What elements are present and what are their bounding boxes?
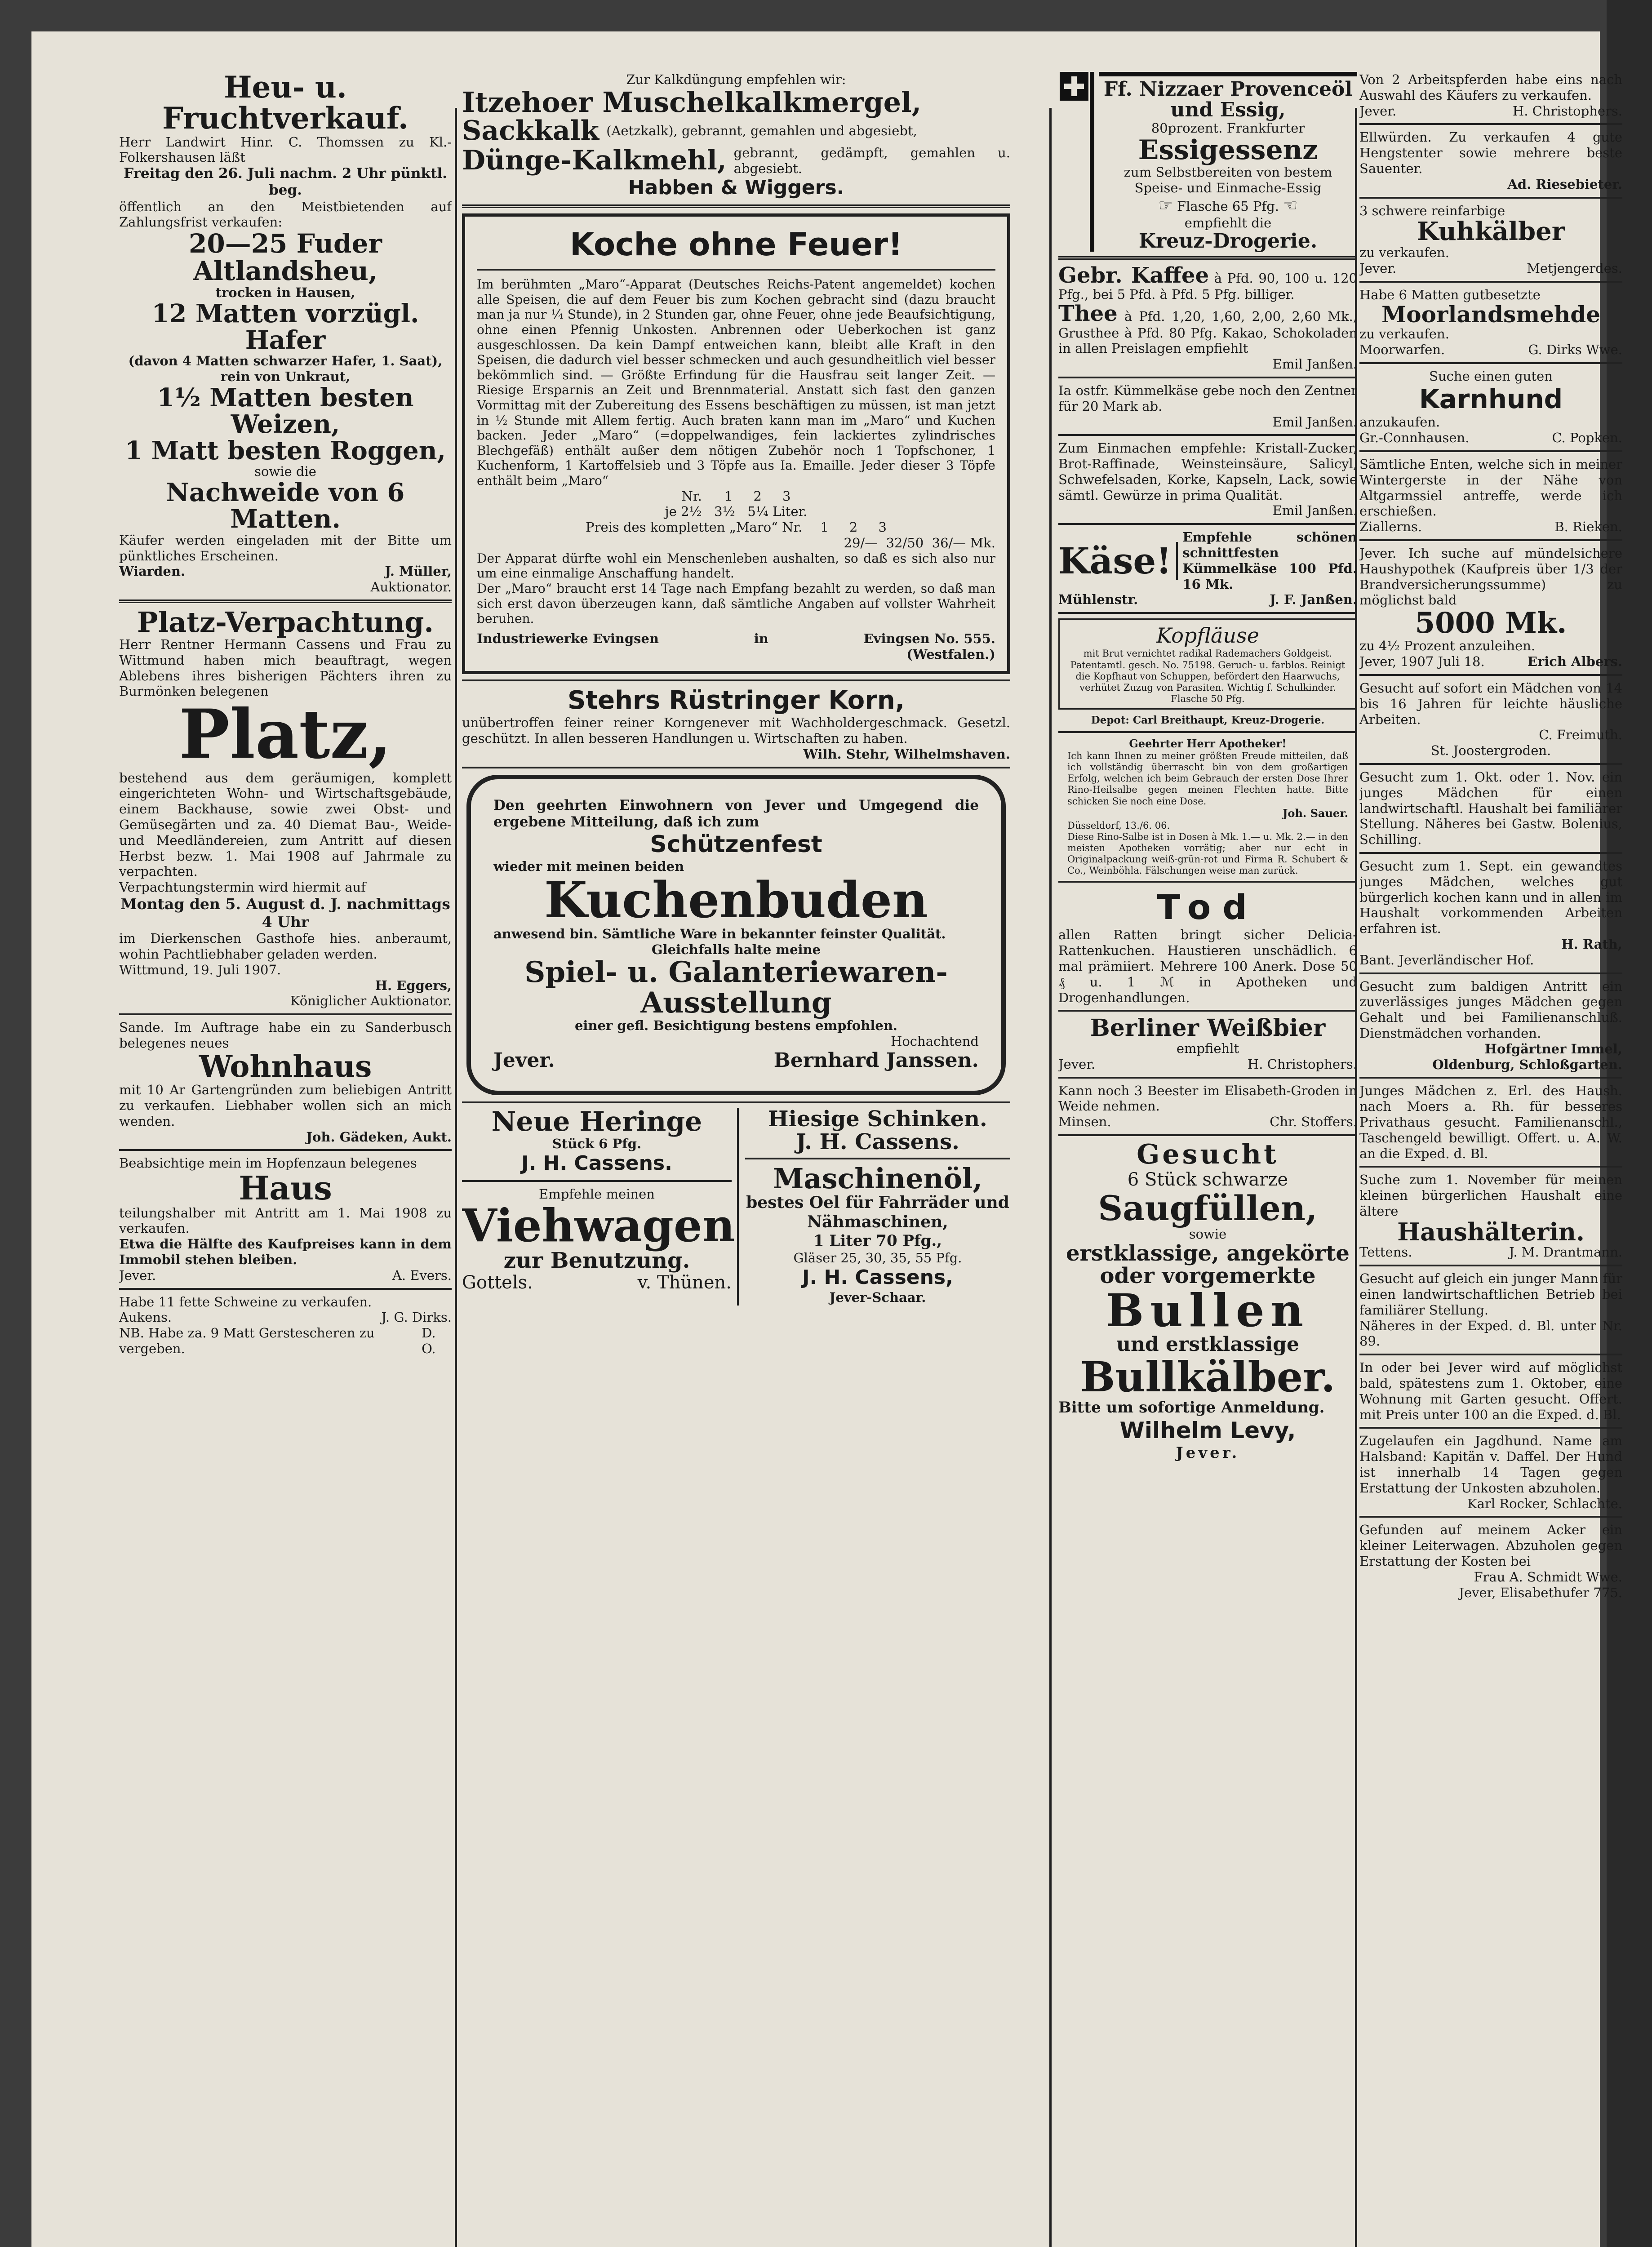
ad-signer: Metjengerdes. [1527,260,1622,276]
ad-signer: Chr. Stoffers. [1270,1114,1357,1130]
ad-text: Jever. Ich suche auf mündelsichere Haushypothek (Kaufpreis über 1/3 der Brandversicherungssumme) zu möglichst bald [1359,546,1622,608]
ad-item: 12 Matten vorzügl. Hafer [151,298,419,355]
ad-big-word: Platz, [179,695,392,774]
ad-signer: v. Thünen. [637,1272,732,1293]
ad-text: und erstklassige [1116,1333,1300,1356]
ad-signer: Bernhard Janssen. [773,1049,979,1072]
divider [462,767,1010,768]
pointing-hand-icon: ☜ [1283,196,1298,215]
ad-price: Flasche 65 Pfg. [1177,198,1279,214]
ad-text: Den geehrten Einwohnern von Jever und Umgegend die ergebene Mitteilung, daß ich zum [493,797,979,830]
ad-big-word: Ausstellung [640,986,832,1020]
ad-kuhkaelber [1359,203,1622,276]
ads-bottom-row [462,1108,1010,1305]
ads-right [739,1108,1010,1305]
ad-text: Verpachtungstermin wird hiermit auf [119,879,366,895]
ad-text: Preis des kompletten „Maro“ Nr. [586,520,803,535]
ad-kaffee [1058,264,1357,372]
ad-date: Freitag den 26. Juli nachm. 2 Uhr pünktl. beg. [124,165,447,199]
ad-text: empfiehlt die [1184,215,1272,231]
ads-left [462,1108,739,1305]
divider [1359,450,1622,452]
ad-place: Bant. Jeverländischer Hof. [1359,952,1534,968]
ad-text: öffentlich an den Meistbietenden auf Zahlungsfrist verkaufen: [119,199,452,230]
ad-place: Minsen. [1058,1114,1111,1130]
column-2 [462,72,1010,2247]
divider [745,1158,1010,1159]
ad-text: Habe 11 fette Schweine zu verkaufen. [119,1294,372,1310]
ad-text: Gesucht zum 1. Okt. oder 1. Nov. ein junges Mädchen für einen landwirtschaftl. Haushalt bei familiärer Stellung. Näheres bei Gastw. Bolenius, Schilling. [1359,769,1622,848]
divider [1359,763,1622,765]
ad-text: Junges Mädchen z. Erl. des Haush. nach Moers a. Rh. für besseres Privathaus gesucht. Familienanschl., Taschengeld bewilligt. Offert. u. A. W. an die Exped. d. Bl. [1359,1083,1622,1161]
ad-text: Gefunden auf meinem Acker ein kleiner Leiterwagen. Abzuholen gegen Erstattung der Kosten bei [1359,1522,1622,1569]
ad-signer: Emil Janßen. [1272,356,1357,372]
ad-signer: J. G. Dirks. [381,1310,452,1325]
ad-big-word: Bullen [1106,1284,1310,1337]
ad-place: Moorwarfen. [1359,342,1445,357]
ad-big-word: Käse! [1058,542,1178,580]
divider [1359,1166,1622,1168]
ad-place: Jever, Elisabethufer 775. [1459,1585,1622,1600]
ad-text: 1 2 3 [820,520,887,535]
ad-label: Thee [1058,301,1118,327]
divider [1058,434,1357,436]
ad-signer: Emil Janßen. [1272,503,1357,519]
ad-headline: Platz-Verpachtung. [137,605,434,639]
ad-prices: 29/— 32/50 36/— Mk. [844,535,995,551]
ad-text: in [754,631,768,646]
ad-signer-role: Königlicher Auktionator. [290,993,452,1009]
ad-weissbier [1058,1016,1357,1072]
ad-price: 1 Liter 70 Pfg., [813,1232,942,1250]
ad-text: Der „Maro“ braucht erst 14 Tage nach Empfang bezahlt zu werden, so daß man sich erst davon überzeugen kann, daß sämtliche Angaben auf vollster Wahrheit beruhen. [477,581,995,626]
ad-text: Zum Einmachen empfehle: Kristall-Zucker, Brot-Raffinade, Weinsteinsäure, Salicyl, Schwefelsaden, Korke, Kapseln, Lack, sowie sämtl. Gewürze in prima Qualität. [1058,440,1357,503]
ad-text: Herr Rentner Hermann Cassens und Frau zu Wittmund haben mich beauftragt, wegen Ablebens ihres bisherigen Pächters ihren zu Burmönken belegenen [119,636,452,699]
ad-signer: B. Rieken. [1554,519,1622,535]
ad-kuemmel [1058,383,1357,430]
ad-kalk [462,72,1010,200]
ad-big-word: Tod [1157,887,1259,928]
divider [1359,674,1622,676]
ad-firm: J. H. Cassens, [802,1266,953,1289]
ad-headline: Kopfläuse [1156,623,1259,648]
ad-text: Kann noch 3 Beester im Elisabeth-Groden in Weide nehmen. [1058,1083,1357,1114]
divider [1359,1427,1622,1429]
ad-maedchen-3 [1359,858,1622,968]
divider [1359,852,1622,854]
ad-big-word: Haushälterin. [1397,1217,1585,1246]
ad-big-word: 5000 Mk. [1415,606,1567,640]
ad-text: 6 Stück schwarze [1127,1169,1288,1190]
ad-leiterwagen [1359,1522,1622,1600]
ad-text: Gesucht zum baldigen Antritt ein zuverlässiges junges Mädchen gegen Gehalt und bei Familienanschluß. Dienstmädchen vorhanden. [1359,978,1622,1041]
ad-text: 80prozent. Frankfurter [1151,120,1305,136]
ad-firm: Wilhelm Levy, [1119,1417,1296,1443]
ad-firm: Habben & Wiggers. [628,176,844,200]
ad-kaese [1058,529,1357,608]
divider [1058,731,1357,733]
ad-tod [1058,887,1357,1005]
ad-headline: Ff. Nizzaer Provenceöl und Essig, [1103,78,1353,122]
ad-text: In oder bei Jever wird auf möglichst bald, spätestens zum 1. Oktober, eine Wohnung mit Garten gesucht. Offert. mit Preis unter 100 an die Exped. d. Bl. [1359,1360,1622,1422]
ad-place: Jever. [119,1267,156,1283]
ad-text: anzukaufen. [1359,414,1440,430]
divider [119,1288,452,1290]
ad-item: 20—25 Fuder Altlandsheu, [189,228,382,287]
ad-text: Gleichfalls halte meine [651,941,821,957]
ad-big-word: Maschinenöl, [773,1162,983,1195]
divider [1359,362,1622,364]
ad-text: je 2½ 3½ 5¼ Liter. [665,504,808,520]
column-rule [1049,108,1052,2247]
ad-text: teilungshalber mit Antritt am 1. Mai 1908 zu verkaufen. [119,1205,452,1236]
ad-big-word: Karnhund [1419,384,1563,415]
ad-big-word: Kuchenbuden [544,871,928,929]
ad-signer: H. Christophers. [1247,1056,1357,1072]
ad-text: anwesend bin. Sämtliche Ware in bekannter feinster Qualität. [493,926,946,941]
ad-text: Zur Kalkdüngung empfehlen wir: [626,72,846,87]
ad-text: bestehend aus dem geräumigen, komplett eingerichteten Wohn- und Wirtschaftsgebäude, einem Backhause, sowie zwei Obst- und Gemüsegärten und za. 40 Diemat Bau-, Weide- und Meedländereien, zum Antritt auf diesen Herbst bezw. 1. Mai 1908 auf Jahrmale zu verpachten. [119,770,452,879]
ad-schweine [119,1294,452,1357]
ad-text: Empfehle schönen schnittfesten Kümmelkäse 100 Pfd. 16 Mk. [1182,529,1357,592]
ad-text: empfiehlt [1176,1041,1239,1057]
divider [1058,1077,1357,1079]
divider [1058,881,1357,883]
ad-junger-mann [1359,1271,1622,1349]
ad-platz-verpachtung [119,605,452,1009]
ad-text: Diese Rino-Salbe ist in Dosen à Mk. 1.— u. Mk. 2.— in den meisten Apotheken vorrätig; aber nur echt in Originalpackung weiß-grün-rot und Firma R. Schubert & Co., Weinböhla. Fälschungen weise man zurück. [1067,831,1348,876]
ad-signer: H. Rath, [1561,936,1622,952]
ad-einmachen [1058,440,1357,519]
ad-text: Näheres in der Exped. d. Bl. unter Nr. 89. [1359,1318,1622,1349]
ad-signer: G. Dirks Wwe. [1528,342,1622,357]
ad-place: Jever-Schaar. [829,1289,926,1305]
column-1 [119,72,452,2247]
ad-text: Im berühmten „Maro“-Apparat (Deutsches Reichs-Patent angemeldet) kochen alle Speisen, die auf dem Feuer bis zum Kochen gebracht sind (dazu braucht man ja nur ¼ Stunde), in 2 Stunden gar, ohne Feuer, ohne jede Beaufsichtigung, ohne einen Pfennig Unkosten. Anbrennen oder Ueberkochen ist ganz ausgeschlossen. Da kein Dampf entweichen kann, bleibt alle Kraft in den Speisen, die dadurch viel besser schmecken und auch gesundheitlich viel besser bekömmlich sind. — Größte Erfindung für die Hausfrau seit langer Zeit. — Riesige Ersparnis an Zeit und Brennmaterial. Anstatt sich fast den ganzen Vormittag mit der Zubereitung des Essens beschäftigen zu müssen, ist man jetzt in ½ Stunde mit Allem fertig. Auch braten kann man im „Maro“ und Kuchen backen. Jeder „Maro“ (=doppelwandiges, fein lackiertes zylindrisches Blechgefäß) enthält außer dem nötigen Zubehör noch 1 Topfschoner, 1 Kuchenform, 1 Kartoffelsieb und 3 Töpfe aus Ia. Emaille. Jeder dieser 3 Töpfe enthält beim „Maro“ [477,277,995,488]
ad-text: Stück 6 Pfg. [552,1136,642,1152]
ad-big-word: Moorlandsmehde [1381,301,1601,328]
ad-text: zum Selbstbereiten von bestem Speise- und Einmache-Essig [1124,164,1332,195]
pointing-hand-icon: ☞ [1158,196,1173,215]
divider [1058,1134,1357,1136]
divider [462,204,1010,208]
ad-maedchen-5 [1359,1083,1622,1161]
ad-karnhund [1359,369,1622,446]
ad-signer: J. M. Drantmann. [1509,1244,1622,1260]
ad-text: zu verkaufen. [1359,245,1449,261]
ad-signer: Wilh. Stehr, Wilhelmshaven. [803,746,1010,762]
ad-text: à Pfd. 1,20, 1,60, 2,00, 2,60 Mk., Grusthee à Pfd. 80 Pfg. Kakao, Schokoladen in allen Preislagen empfiehlt [1058,309,1357,356]
ad-signer: H. Christophers. [1512,103,1622,119]
ad-text: unübertroffen feiner reiner Korngenever mit Wachholdergeschmack. Gesetzl. geschützt. In allen besseren Handlungen u. Wirtschaften zu haben. [462,715,1010,746]
divider [1359,197,1622,199]
ad-headline: Koche ohne Feuer! [477,226,995,271]
ad-place: Mühlenstr. [1058,592,1138,608]
ad-gesucht-bullen [1058,1141,1357,1462]
ad-text: Gläser 25, 30, 35, 55 Pfg. [793,1250,962,1266]
ad-text: Zugelaufen ein Jagdhund. Name am Halsband: Kapitän v. Daffel. Der Hund ist innerhalb 14 Tagen gegen Erstattung der Unkosten abzuholen. [1359,1433,1622,1496]
ad-big-word: Essigessenz [1138,134,1318,166]
ad-big-word: Neue Heringe [491,1106,702,1138]
divider [1058,256,1357,260]
ad-place: Ziallerns. [1359,519,1422,535]
ad-headline: Geehrter Herr Apotheker! [1129,737,1287,750]
ad-kuchenbuden [466,775,1006,1095]
divider [1058,377,1357,378]
ad-text: trocken in Hausen, [215,284,355,300]
ad-place: Aukens. [119,1310,172,1325]
ad-text [1099,196,1357,215]
ad-dateline: Düsseldorf, 13./6. 06. [1067,820,1170,831]
ad-dateline: Wittmund, 19. Juli 1907. [119,962,281,977]
divider [1359,1354,1622,1355]
ad-maedchen-4 [1359,979,1622,1073]
ad-big-word: Wohnhaus [199,1048,372,1084]
ad-item: Sackkalk [462,115,600,147]
ad-big-word: Viehwagen [462,1199,735,1252]
ad-headline: Schützenfest [650,831,822,858]
ad-text: NB. Habe za. 9 Matt Gerstescheren zu vergeben. [119,1325,375,1357]
ad-haushaelterin [1359,1172,1622,1260]
ad-signer: C. Popken. [1552,430,1622,446]
ad-signer: Erich Albers. [1527,654,1622,670]
ad-text: zur Benutzung. [503,1248,690,1273]
ad-big-word: Berliner Weißbier [1090,1014,1326,1042]
divider [1359,1265,1622,1266]
ad-text: sowie [1189,1226,1227,1242]
ad-signer: C. Freimuth. [1539,727,1622,743]
ad-text: Ich kann Ihnen zu meiner größten Freude mitteilen, daß ich vollständig überrascht bin von dem großartigen Erfolg, welchen ich beim Gebrauch der ersten Dose Ihrer Rino-Heilsalbe gegen meinen Flechten hatte. Bitte schicken Sie noch eine Dose. [1067,750,1348,807]
ad-text: Sämtliche Enten, welche sich in meiner Wintergerste in der Nähe von Altgarmssiel antreffe, werde ich erschießen. [1359,457,1622,519]
divider [462,679,1010,681]
ad-text: zu verkaufen. [1359,326,1449,342]
ad-text: Bitte um sofortige Anmeldung. [1058,1399,1325,1417]
ad-item: Dünge-Kalkmehl, [462,145,727,177]
divider [1058,523,1357,525]
ad-place: St. Joostergroden. [1430,743,1551,759]
ad-text: erstklassige, angekörte oder vorgemerkte [1066,1240,1350,1288]
ad-place: Gr.-Connhausen. [1359,430,1470,446]
divider [1359,1516,1622,1518]
ad-signer: Joh. Sauer. [1283,806,1348,820]
ad-big-word: Saugfüllen, [1098,1188,1318,1229]
ad-text: Sande. Im Auftrage habe ein zu Sanderbusch belegenes neues [119,1020,452,1051]
ad-wohnhaus [119,1020,452,1145]
ad-signer: J. Müller, [385,564,452,579]
ad-wohnung [1359,1360,1622,1422]
ad-text: gebrannt, gedämpft, gemahlen u. abgesiebt. [733,145,1010,176]
ad-text: (Aetzkalk), gebrannt, gemahlen und abgesiebt, [606,123,917,138]
divider [1359,973,1622,974]
ad-text: Nr. [681,488,702,504]
ad-maro [462,213,1010,674]
cross-icon [1060,72,1088,101]
ad-text: allen Ratten bringt sicher Delicia-Rattenkuchen. Haustieren unschädlich. 6 mal prämiiert. Mehrere 100 Anerk. Dose 50 ₰ u. 1 ℳ in Apotheken und Drogenhandlungen. [1058,927,1357,1005]
ad-signer-role: Auktionator. [370,579,452,595]
ad-text: 3 schwere reinfarbige [1359,203,1505,218]
ad-signer: H. Eggers, [375,977,452,993]
ad-headline: Gesucht [1137,1139,1279,1171]
ad-text: Herr Landwirt Hinr. C. Thomssen zu Kl.-Folkershausen läßt [119,134,452,165]
ad-arbeitspferde [1359,72,1622,119]
ad-firm: J. H. Cassens. [796,1129,959,1155]
ad-apotheker [1058,737,1357,876]
ad-depot: Depot: Carl Breithaupt, Kreuz-Drogerie. [1091,714,1325,727]
ad-place: Jever. [1359,103,1397,119]
ad-signer: A. Evers. [392,1267,452,1283]
ad-item: 1½ Matten besten Weizen, [157,382,414,439]
ad-signer: Ad. Riesebieter. [1507,176,1622,192]
ad-signer: Joh. Gädeken, Aukt. [306,1129,452,1145]
ad-text: Etwa die Hälfte des Kaufpreises kann in dem Immobil stehen bleiben. [119,1236,452,1268]
ad-text: Habe 6 Matten gutbesetzte [1359,287,1541,302]
column-3 [1058,72,1357,2247]
ad-korn [462,686,1010,762]
divider [1359,1077,1622,1079]
ad-heu-fruchtverkauf [119,72,452,595]
ad-item: Itzehoer Muschelkalkmergel, [462,85,922,119]
ad-text: Von 2 Arbeitspferden habe eins nach Auswahl des Käufers zu verkaufen. [1359,72,1622,103]
ad-text: Beabsichtige mein im Hopfenzaun belegenes [119,1155,417,1171]
ad-place: Gottels. [462,1272,533,1293]
ad-hengstenter [1359,129,1622,192]
ad-big-word: Hiesige Schinken. [768,1106,987,1132]
ad-text: Ellwürden. Zu verkaufen 4 gute Hengstenter sowie mehrere beste Sauenter. [1359,129,1622,176]
ad-big-word: Haus [239,1169,332,1208]
ad-item: 1 Matt besten Roggen, [124,435,446,466]
ad-place: Tettens. [1359,1244,1412,1260]
ad-signer: J. F. Janßen. [1270,592,1357,608]
column-rule [455,108,457,2247]
ad-text: Suche zum 1. November für meinen kleinen bürgerlichen Haushalt eine ältere [1359,1172,1622,1219]
divider [1058,612,1357,614]
divider [1359,539,1622,541]
ad-place: Jever. [1176,1443,1240,1462]
ad-text: Hochachtend [891,1033,979,1049]
ad-place: Oldenburg, Schloßgarten. [1432,1057,1622,1072]
ad-address: Evingsen No. 555. [863,631,995,646]
ad-text: bestes Oel für Fahrräder und Nähmaschinen, [746,1193,1009,1232]
ad-maedchen-2 [1359,769,1622,848]
ad-text: wieder mit meinen beiden [493,858,684,874]
ad-text: mit 10 Ar Gartengründen zum beliebigen Antritt zu verkaufen. Liebhaber wollen sich an mich wenden. [119,1082,452,1129]
ad-kopflaeuse [1058,618,1357,710]
ad-big-word: Spiel- u. Galanteriewaren- [524,955,948,990]
divider [1359,123,1622,125]
column-4 [1359,72,1622,2247]
ad-big-word: Bullkälber. [1080,1352,1336,1401]
ad-hypothek [1359,546,1622,670]
divider [1058,1010,1357,1012]
ad-text: Gesucht zum 1. Sept. ein gewandtes junges Mädchen, welches gut bürgerlich kochen kann und in allen im Haushalt vorkommenden Arbeiten erfahren ist. [1359,858,1622,937]
ad-text: 1 2 3 [724,488,791,504]
ad-label: Gebr. Kaffee [1058,262,1209,288]
ad-signer: Emil Janßen. [1272,414,1357,430]
ad-signer: D. O. [422,1325,436,1357]
ad-headline: Heu- u. Fruchtverkauf. [162,72,409,136]
ad-headline: Stehrs Rüstringer Korn, [568,686,905,715]
divider [119,1149,452,1151]
ad-maedchen-1 [1359,680,1622,759]
ad-signer: Frau A. Schmidt Wwe. [1474,1569,1622,1585]
ad-signer: Karl Rocker, Schlachte. [1467,1496,1622,1511]
ad-text: (Westfalen.) [906,646,995,662]
ad-text: einer gefl. Besichtigung bestens empfohlen. [574,1017,898,1033]
ad-text: Der Apparat dürfte wohl ein Menschenleben aushalten, so daß es sich also nur um eine einmalige Anschaffung handelt. [477,551,995,581]
ad-enten [1359,457,1622,535]
divider [462,1180,732,1182]
ad-text: Käufer werden eingeladen mit der Bitte um pünktliches Erscheinen. [119,532,452,564]
ad-text: Gesucht auf sofort ein Mädchen von 14 bis 16 Jahren für leichte häusliche Arbeiten. [1359,680,1622,727]
ad-place: Jever. [1359,260,1397,276]
ad-place: Jever. [1058,1056,1096,1072]
ad-firm: Industriewerke Evingsen [477,631,659,646]
ad-text: Ia ostfr. Kümmelkäse gebe noch den Zentner für 20 Mark ab. [1058,382,1357,414]
ad-big-word: Kuhkälber [1417,217,1565,247]
ad-text: (davon 4 Matten schwarzer Hafer, 1. Saat), rein von Unkraut, [128,353,443,385]
divider [119,599,452,603]
ad-dateline: Jever, 1907 Juli 18. [1359,654,1485,670]
ad-text: mit Brut vernichtet radikal Rademachers Goldgeist. Patentamtl. gesch. No. 75198. Geruch- u. farblos. Reinigt die Kopfhaut von Schuppen, befördert den Haarwuchs, verhütet Zuzug von Parasiten. Wichtig f. Schulkinder. Flasche 50 Pfg. [1070,648,1346,705]
divider [462,1101,1010,1103]
ad-firm: J. H. Cassens. [521,1151,672,1175]
ad-place: Jever. [493,1049,555,1072]
ad-text: Empfehle meinen [539,1186,655,1202]
ad-beester [1058,1083,1357,1130]
divider [119,1013,452,1015]
ad-item: Nachweide von 6 Matten. [166,478,405,534]
ad-jagdhund [1359,1433,1622,1511]
ad-signer: Hofgärtner Immel, [1484,1041,1622,1057]
ad-essig-bar [1058,72,1094,252]
ad-text: Gesucht auf gleich ein junger Mann für einen landwirtschaftlichen Betrieb bei familiärer Stellung. [1359,1271,1622,1318]
ad-moorlandsmehde [1359,287,1622,358]
ad-date: Montag den 5. August d. J. nachmittags 4 Uhr [120,895,450,931]
ad-text: sowie die [254,464,316,480]
ad-text: Suche einen guten [1429,368,1553,384]
ad-haus [119,1155,452,1283]
ad-text: à Pfd. 90, 100 u. 120 Pfg., bei 5 Pfd. à Pfd. 5 Pfg. billiger. [1058,270,1357,302]
ad-text: im Dierkenschen Gasthofe hies. anberaumt, wohin Pachtliebhaber geladen werden. [119,931,452,962]
ad-essig [1058,72,1357,252]
ad-text: zu 4½ Prozent anzuleihen. [1359,638,1536,654]
ad-place: Wiarden. [119,564,186,579]
ad-essig-content [1099,72,1357,252]
ad-firm: Kreuz-Drogerie. [1138,229,1318,253]
divider [1359,281,1622,283]
